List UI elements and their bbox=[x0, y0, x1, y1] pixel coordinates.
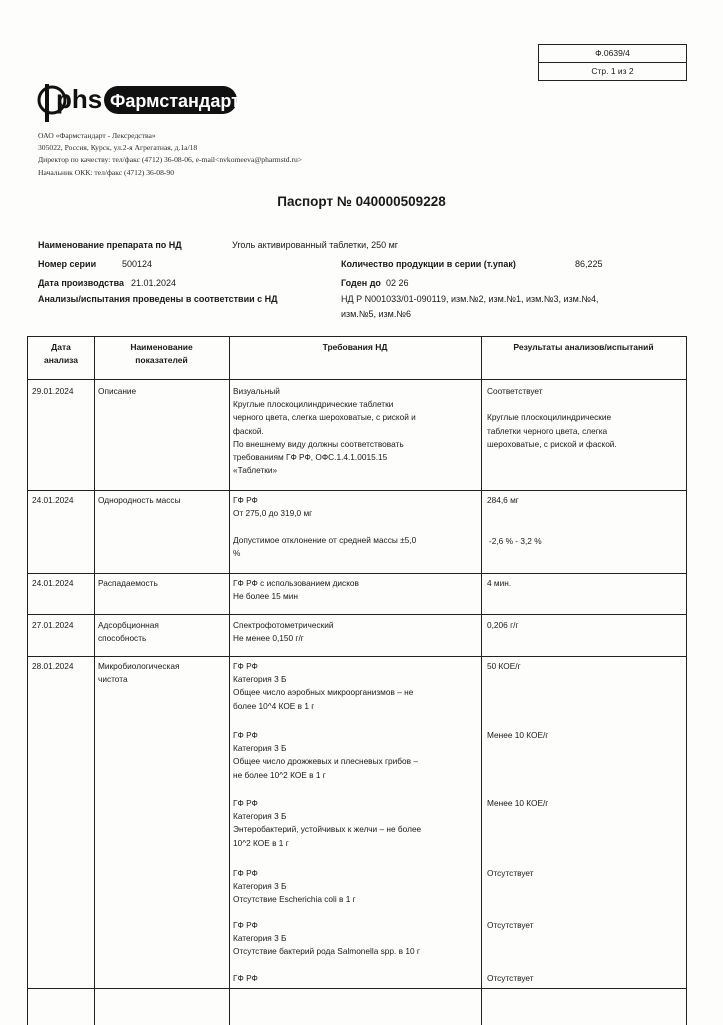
row-adsorption-req: Спектрофотометрический Не менее 0,150 г/г bbox=[233, 620, 334, 644]
header-date: Дата анализа bbox=[43, 342, 79, 365]
row-adsorption-date: 27.01.2024 bbox=[32, 620, 74, 630]
microbio-req-aerobic: ГФ РФ Категория 3 Б Общее число аэробных микроорганизмов – не более 10^4 КОЕ в 1 г bbox=[233, 661, 414, 711]
row-description-req: Визуальный Круглые плоскоцилиндрические таблетки черного цвета, слегка шероховатые, с риской и фаской. По внешнему виду должны соответствовать требованиям ГФ РФ, ОФС.1.4.1.0015.15 «Таблетки» bbox=[233, 386, 416, 476]
microbio-res-next: Отсутствует bbox=[487, 973, 534, 983]
microbio-res-aerobic: 50 КОЕ/г bbox=[487, 661, 521, 671]
row-mass-res-deviation: -2,6 % - 3,2 % bbox=[489, 536, 542, 546]
production-date-value: 21.01.2024 bbox=[131, 278, 177, 288]
quantity-value: 86,225 bbox=[575, 259, 603, 269]
company-name: ОАО «Фармстандарт - Лексредства» bbox=[38, 131, 156, 140]
row-mass-res-avg: 284,6 мг bbox=[487, 495, 519, 505]
microbio-res-enterobacteria: Менее 10 КОЕ/г bbox=[487, 798, 549, 808]
header-results: Результаты анализов/испытаний bbox=[513, 342, 654, 352]
row-mass-date: 24.01.2024 bbox=[32, 495, 74, 505]
company-logo bbox=[36, 78, 240, 124]
row-adsorption-res: 0,206 г/г bbox=[487, 620, 519, 630]
row-adsorption-name: Адсорбционная способность bbox=[98, 620, 159, 644]
quantity-label: Количество продукции в серии (т.упак) bbox=[341, 259, 516, 269]
company-address: 305022, Россия, Курск, ул.2-я Агрегатная, д.1а/18 bbox=[38, 143, 198, 153]
microbio-res-yeast: Менее 10 КОЕ/г bbox=[487, 730, 549, 740]
row-disintegration-name: Распадаемость bbox=[98, 578, 158, 588]
row-description-name: Описание bbox=[98, 386, 137, 396]
row-disintegration-req: ГФ РФ с использованием дисков Не более 15 мин bbox=[233, 578, 359, 602]
row-disintegration-res: 4 мин. bbox=[487, 578, 512, 588]
drug-name-label: Наименование препарата по НД bbox=[38, 240, 182, 250]
row-description-date: 29.01.2024 bbox=[32, 386, 74, 396]
form-code: Ф.0639/4 bbox=[595, 48, 630, 58]
microbio-req-enterobacteria: ГФ РФ Категория 3 Б Энтеробактерий, устойчивых к желчи – не более 10^2 КОЕ в 1 г bbox=[233, 798, 422, 848]
quality-director-contact: Директор по качеству: тел/факс (4712) 36-08-06, e-mail<nvkomeeva@pharmstd.ru> bbox=[38, 155, 303, 165]
row-microbio-date: 28.01.2024 bbox=[32, 661, 74, 671]
microbio-req-next: ГФ РФ bbox=[233, 973, 258, 983]
drug-name-value: Уголь активированный таблетки, 250 мг bbox=[232, 240, 399, 250]
row-disintegration-date: 24.01.2024 bbox=[32, 578, 74, 588]
microbio-req-salmonella: ГФ РФ Категория 3 Б Отсутствие бактерий рода Salmonella spp. в 10 г bbox=[233, 920, 420, 957]
logo-mark: phs bbox=[56, 84, 103, 114]
row-microbio-name: Микробиологическая чистота bbox=[98, 661, 180, 685]
row-description-res: Соответствует Круглые плоскоцилиндрические таблетки черного цвета, слегка шероховатые, с риской и фаской. bbox=[487, 386, 617, 449]
analysis-label: Анализы/испытания проведены в соответствии с НД bbox=[38, 294, 278, 304]
row-mass-name: Однородность массы bbox=[98, 495, 181, 505]
expiry-label: Годен до bbox=[341, 278, 381, 288]
nd-reference-line1: НД Р N001033/01-090119, изм.№2, изм.№1, изм.№3, изм.№4, bbox=[341, 294, 599, 304]
header-requirements: Требования НД bbox=[322, 342, 388, 352]
microbio-res-ecoli: Отсутствует bbox=[487, 868, 534, 878]
form-code-box bbox=[538, 44, 687, 81]
passport-title: Паспорт № 040000509228 bbox=[277, 194, 446, 209]
nd-reference-line2: изм.№5, изм.№6 bbox=[341, 309, 412, 319]
row-mass-req: ГФ РФ От 275,0 до 319,0 мг Допустимое отклонение от средней массы ±5,0 % bbox=[233, 495, 417, 558]
logo-name: Фармстандарт bbox=[110, 91, 240, 111]
results-table bbox=[27, 336, 687, 1025]
expiry-value: 02 26 bbox=[386, 278, 409, 288]
microbio-req-yeast: ГФ РФ Категория 3 Б Общее число дрожжевых и плесневых грибов – не более 10^2 КОЕ в 1 г bbox=[233, 730, 418, 780]
microbio-req-ecoli: ГФ РФ Категория 3 Б Отсутствие Escherichia coli в 1 г bbox=[233, 868, 356, 905]
company-info bbox=[38, 130, 398, 179]
microbio-res-salmonella: Отсутствует bbox=[487, 920, 534, 930]
page-number: Стр. 1 из 2 bbox=[539, 62, 686, 80]
header-indicator: Наименование показателей bbox=[130, 342, 193, 365]
series-value: 500124 bbox=[122, 259, 153, 269]
series-label: Номер серии bbox=[38, 259, 97, 269]
production-date-label: Дата производства bbox=[38, 278, 124, 288]
okk-head-contact: Начальник ОКК: тел/факс (4712) 36-08-90 bbox=[38, 167, 175, 177]
